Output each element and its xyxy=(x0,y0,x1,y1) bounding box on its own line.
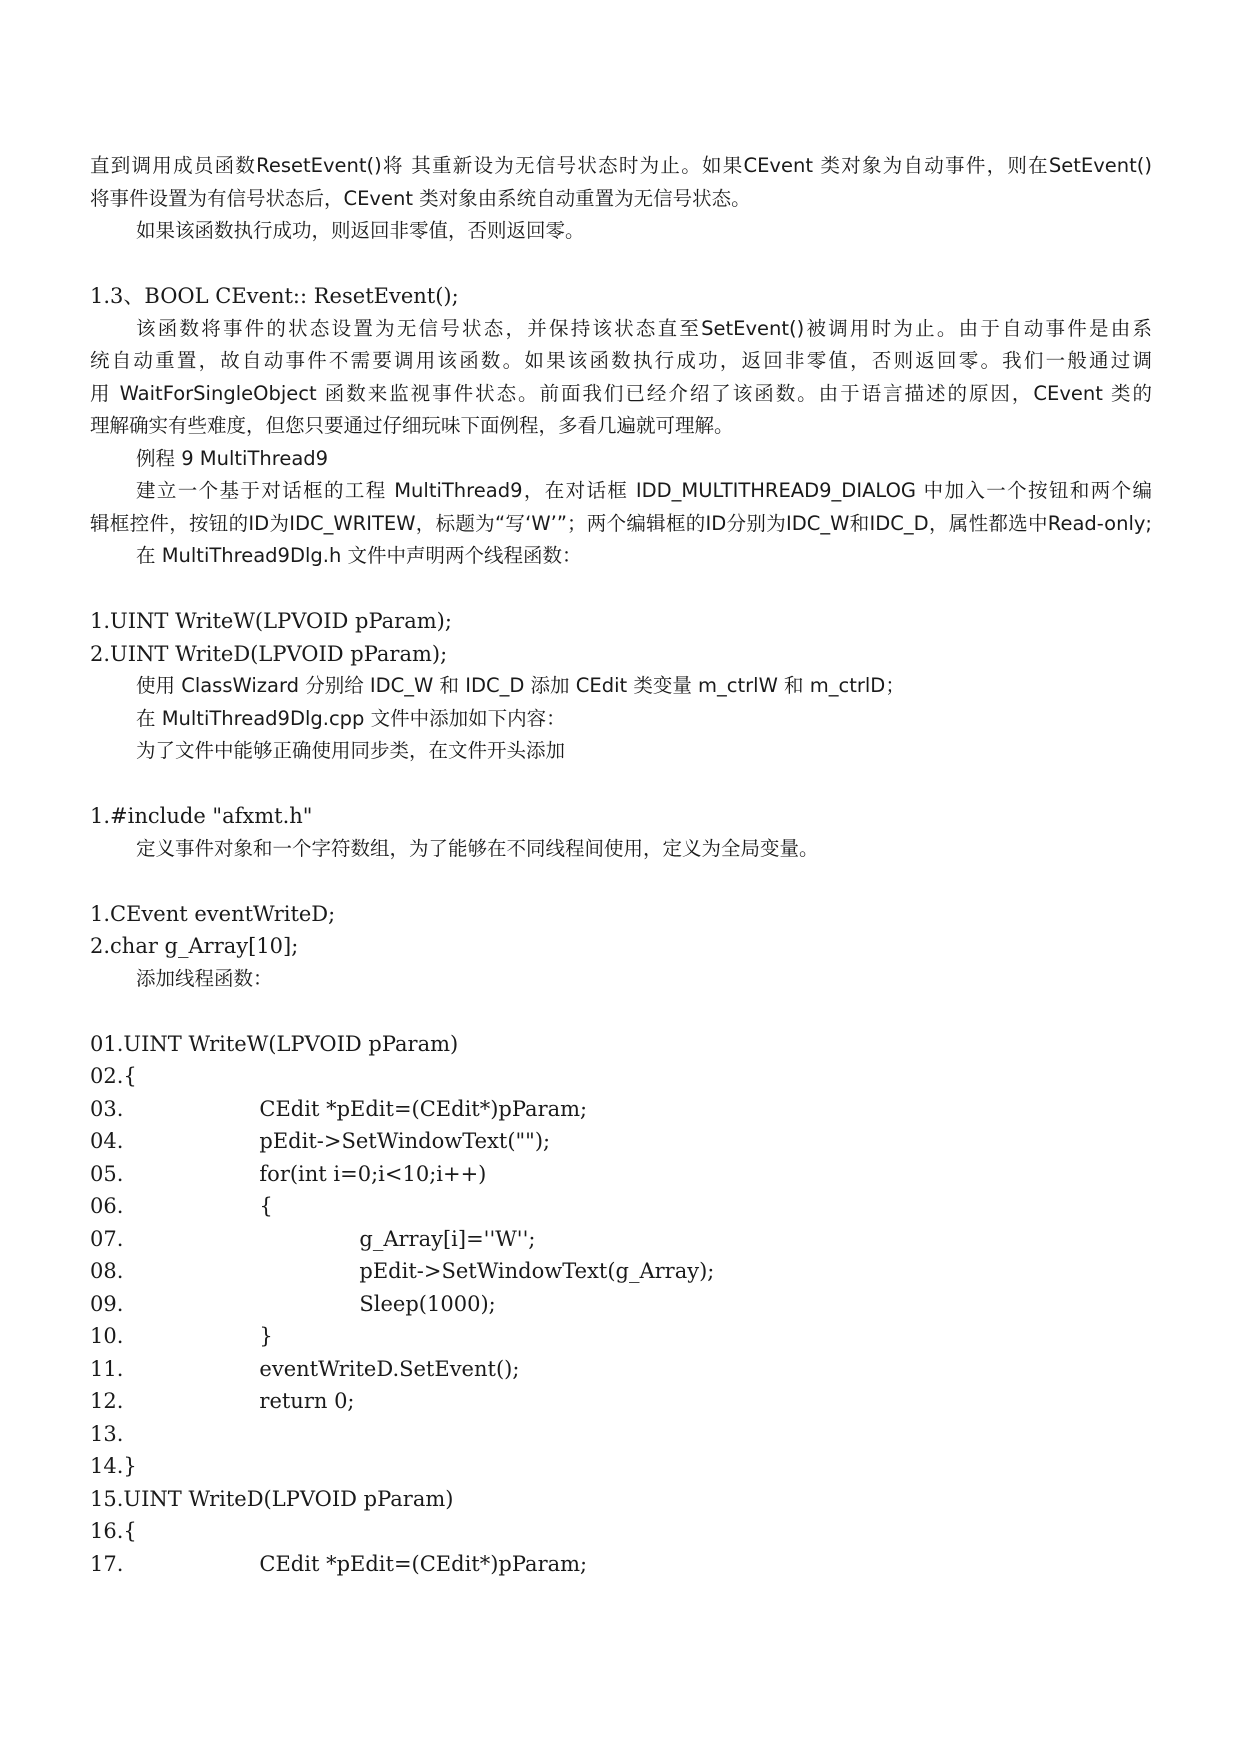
spacer xyxy=(90,995,1152,1028)
code-line-source: } xyxy=(259,1324,273,1348)
code-line-number: 16. xyxy=(90,1519,124,1543)
code-line-number: 09. xyxy=(90,1291,124,1316)
code-line-number: 11. xyxy=(90,1356,124,1381)
text-line: 为了文件中能够正确使用同步类，在文件开头添加 xyxy=(136,739,566,762)
code-line-source: UINT WriteW(LPVOID pParam) xyxy=(123,1031,459,1056)
code-line-number: 03. xyxy=(90,1096,124,1121)
code-line-number: 15. xyxy=(90,1486,124,1511)
intro-line-1: 直到调用成员函数ResetEvent()将 其重新设为无信号状态时为止。如果CEvent 类对象为自动事件，则在SetEvent() xyxy=(90,154,1152,177)
setup-line-2: 辑框控件，按钮的ID为IDC_WRITEW，标题为“写‘W’”；两个编辑框的ID分别为IDC_W和IDC_D，属性都选中Read-only; xyxy=(90,511,1152,535)
code-line-number: 14. xyxy=(90,1454,124,1478)
code-line-source: g_Array[i]=''W''; xyxy=(359,1226,536,1251)
section-paragraph-line-3: 用 WaitForSingleObject 函数来监视事件状态。前面我们已经介绍了该函数。由于语言描述的原因，CEvent 类的 xyxy=(90,381,1152,405)
code-line xyxy=(90,1385,1152,1418)
code-line xyxy=(90,1353,1152,1386)
code-line xyxy=(90,1483,1152,1516)
setup-line-1: 建立一个基于对话框的工程 MultiThread9，在对话框 IDD_MULTITHREAD9_DIALOG 中加入一个按钮和两个编 xyxy=(136,479,1152,502)
text-line: 使用 ClassWizard 分别给 IDC_W 和 IDC_D 添加 CEdit 类变量 m_ctrlW 和 m_ctrlD； xyxy=(136,674,905,697)
code-line-number: 04. xyxy=(90,1129,124,1153)
document-page xyxy=(90,150,1152,1580)
code-line-source: return 0; xyxy=(259,1389,355,1413)
code-line xyxy=(90,1288,1152,1321)
code-line xyxy=(90,1418,1152,1451)
text-line: 在 MultiThread9Dlg.cpp 文件中添加如下内容： xyxy=(136,706,566,730)
code-line-number: 07. xyxy=(90,1226,124,1251)
example-title: 例程 9 MultiThread9 xyxy=(136,446,329,470)
code-line-number: 02. xyxy=(90,1064,124,1088)
code-line xyxy=(90,1450,1152,1483)
code-include-line: 1.#include "afxmt.h" xyxy=(90,804,313,828)
spacer xyxy=(90,573,1152,606)
code-line xyxy=(90,1060,1152,1093)
code-line xyxy=(90,1548,1152,1581)
intro-line-2: 将事件设置为有信号状态后，CEvent 类对象由系统自动重置为无信号状态。 xyxy=(90,186,751,210)
code-line-source: { xyxy=(259,1194,273,1218)
code-line xyxy=(90,1028,1152,1061)
code-line-source: CEdit *pEdit=(CEdit*)pParam; xyxy=(259,1096,588,1121)
code-line xyxy=(90,1190,1152,1223)
code-line-number: 05. xyxy=(90,1161,124,1186)
section-heading: 1.3、BOOL CEvent:: ResetEvent(); xyxy=(90,284,459,308)
code-line xyxy=(90,1158,1152,1191)
section-paragraph-line-1: 该函数将事件的状态设置为无信号状态，并保持该状态直至SetEvent()被调用时为止。由于自动事件是由系 xyxy=(136,316,1152,340)
code-line xyxy=(90,1515,1152,1548)
text-line: 定义事件对象和一个字符数组，为了能够在不同线程间使用，定义为全局变量。 xyxy=(136,836,819,860)
code-line-source: { xyxy=(123,1519,137,1543)
code-line-source: } xyxy=(123,1454,137,1478)
code-line xyxy=(90,1093,1152,1126)
spacer xyxy=(90,248,1152,281)
code-line-source: Sleep(1000); xyxy=(359,1291,496,1316)
section-paragraph-line-4: 理解确实有些难度，但您只要通过仔细玩味下面例程，多看几遍就可理解。 xyxy=(90,414,734,437)
code-block-thread-functions xyxy=(90,1028,1152,1581)
code-line-source: eventWriteD.SetEvent(); xyxy=(259,1356,520,1381)
code-line-source: { xyxy=(123,1064,137,1088)
code-line-source: pEdit->SetWindowText(g_Array); xyxy=(359,1259,715,1283)
code-line-number: 13. xyxy=(90,1421,124,1446)
code-line xyxy=(90,1320,1152,1353)
code-global-line: 1.CEvent eventWriteD; xyxy=(90,901,336,926)
intro-line-3: 如果该函数执行成功，则返回非零值，否则返回零。 xyxy=(136,219,585,242)
code-line-number: 06. xyxy=(90,1194,124,1218)
code-line-source: CEdit *pEdit=(CEdit*)pParam; xyxy=(259,1551,588,1576)
spacer xyxy=(90,768,1152,801)
code-line-source: pEdit->SetWindowText(""); xyxy=(259,1129,551,1153)
code-global-line: 2.char g_Array[10]; xyxy=(90,934,299,958)
code-line-number: 10. xyxy=(90,1324,124,1348)
code-line-source: UINT WriteD(LPVOID pParam) xyxy=(123,1486,454,1511)
code-line xyxy=(90,1223,1152,1256)
code-line xyxy=(90,1255,1152,1288)
code-line-number: 17. xyxy=(90,1551,124,1576)
setup-line-3: 在 MultiThread9Dlg.h 文件中声明两个线程函数： xyxy=(136,544,582,567)
code-line-number: 12. xyxy=(90,1389,124,1413)
code-line-number: 01. xyxy=(90,1031,124,1056)
spacer xyxy=(90,865,1152,898)
code-line-number: 08. xyxy=(90,1259,124,1283)
text-line: 添加线程函数： xyxy=(136,966,273,990)
code-line-source: for(int i=0;i<10;i++) xyxy=(259,1161,487,1186)
code-line xyxy=(90,1125,1152,1158)
code-decl-line: 2.UINT WriteD(LPVOID pParam); xyxy=(90,641,448,666)
code-decl-line: 1.UINT WriteW(LPVOID pParam); xyxy=(90,609,452,633)
section-paragraph-line-2: 统自动重置，故自动事件不需要调用该函数。如果该函数执行成功，返回非零值，否则返回零。我们一般通过调 xyxy=(90,349,1152,372)
